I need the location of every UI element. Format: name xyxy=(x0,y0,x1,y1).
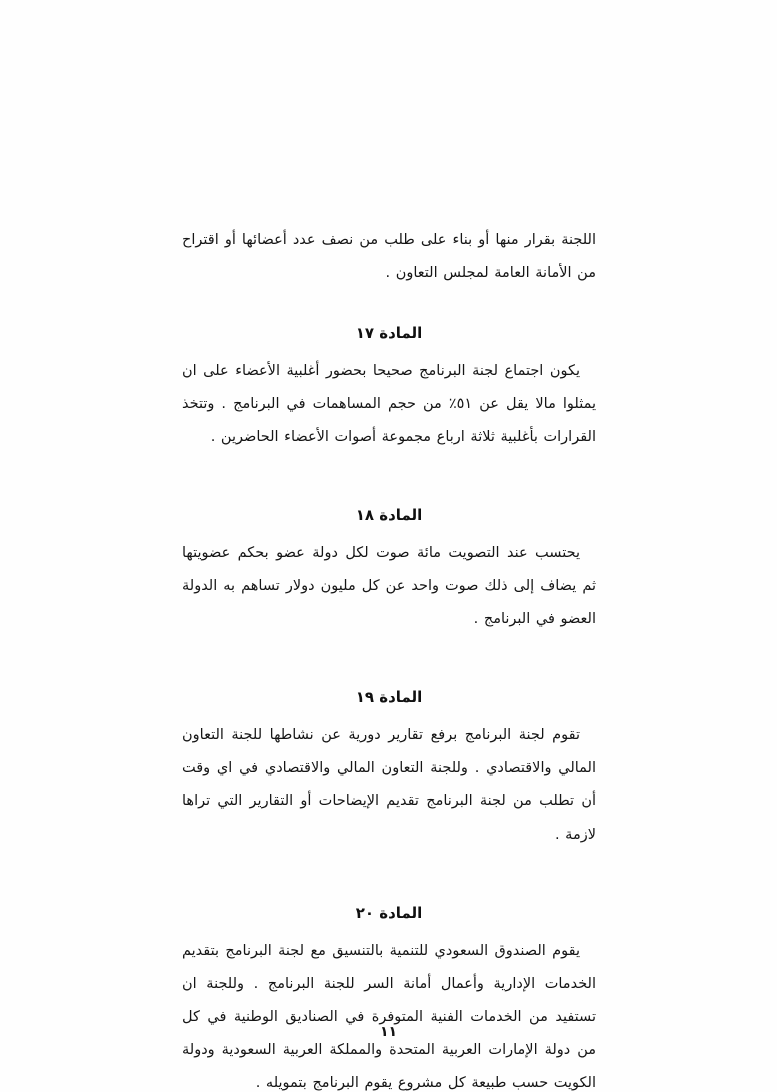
article-19-body: تقوم لجنة البرنامج برفع تقارير دورية عن نشاطها للجنة التعاون المالي والاقتصادي . وللجنة التعاون المالي والاقتصادي في اي وقت أن تطلب من لجنة البرنامج تقديم الإيضاحات أو التقارير التي تراها لازمة . xyxy=(182,727,596,843)
article-17-body: يكون اجتماع لجنة البرنامج صحيحا بحضور أغلبية الأعضاء على ان يمثلوا مالا يقل عن ٥١٪ من حجم المساهمات في البرنامج . وتتخذ القرارات بأغلبية ثلاثة ارباع مجموعة أصوات الأعضاء الحاضرين . xyxy=(182,363,596,446)
text-block xyxy=(182,224,596,1092)
article-17-title: المادة ١٧ xyxy=(355,324,423,343)
article-18-title: المادة ١٨ xyxy=(355,506,423,525)
article-18-body: يحتسب عند التصويت مائة صوت لكل دولة عضو بحكم عضويتها ثم يضاف إلى ذلك صوت واحد عن كل مليون دولار تساهم به الدولة العضو في البرنامج . xyxy=(182,545,596,628)
article-20-title: المادة ٢٠ xyxy=(355,903,423,922)
intro-paragraph: اللجنة بقرار منها أو بناء على طلب من نصف عدد أعضائها أو اقتراح من الأمانة العامة لمجلس التعاون . xyxy=(182,232,596,282)
article-20-body: يقوم الصندوق السعودي للتنمية بالتنسيق مع لجنة البرنامج بتقديم الخدمات الإدارية وأعمال أمانة السر للجنة البرنامج . وللجنة ان تستفيد من الخدمات الفنية المتوفرة في الصناديق الوطنية في كل من دولة الإمارات العربية المتحدة والمملكة العربية السعودية ودولة الكويت حسب طبيعة كل مشروع يقوم البرنامج بتمويله . xyxy=(182,942,596,1091)
article-19-title: المادة ١٩ xyxy=(355,688,423,707)
page-number: ١١ xyxy=(379,1024,398,1040)
